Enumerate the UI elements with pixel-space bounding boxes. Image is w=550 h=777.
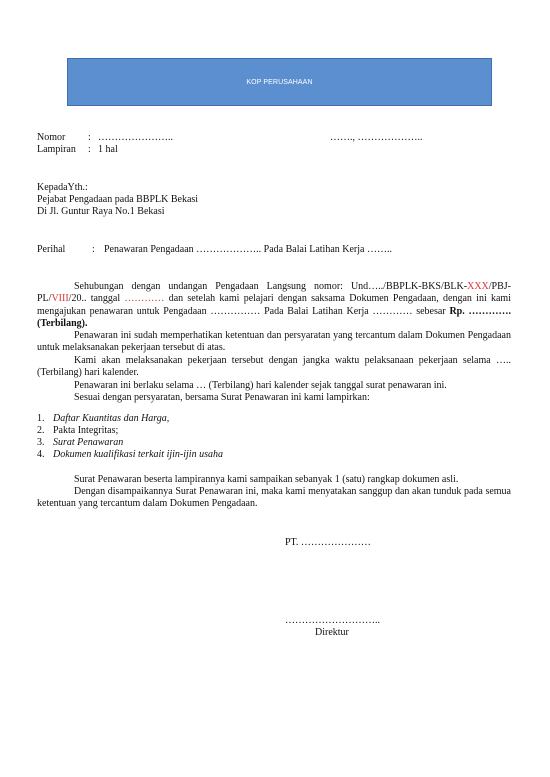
letterhead-label: KOP PERUSAHAAN bbox=[246, 78, 313, 86]
list-item bbox=[37, 437, 223, 449]
attachment-list bbox=[37, 413, 223, 461]
perihal-value: Penawaran Pengadaan ……………….. Pada Balai Latihan Kerja …….. bbox=[104, 244, 392, 255]
list-number: 2. bbox=[37, 425, 45, 436]
list-number: 1. bbox=[37, 413, 45, 424]
opening-text-c: /20.. tanggal bbox=[68, 293, 125, 305]
opening-text-a: Sehubungan dengan undangan Pengadaan Langsung nomor: Und…../BBPLK-BKS/BLK- bbox=[74, 281, 468, 292]
code-xxx: XXX bbox=[467, 281, 489, 292]
list-item bbox=[37, 413, 223, 425]
list-number: 3. bbox=[37, 437, 45, 448]
nomor-value: ………………….. bbox=[98, 132, 173, 143]
place-date: ……., ……………….. bbox=[330, 132, 423, 143]
code-viii: VIII bbox=[51, 293, 69, 305]
nomor-colon: : bbox=[88, 132, 91, 143]
paragraph-opening bbox=[37, 281, 511, 330]
signatory-title: Direktur bbox=[315, 627, 349, 638]
signatory-name-line: ……………………….. bbox=[285, 615, 380, 626]
paragraph-validity: Penawaran ini berlaku selama … (Terbilang) hari kalender sejak tanggal surat penawaran ini. bbox=[74, 380, 447, 391]
recipient-name: Pejabat Pengadaan pada BBPLK Bekasi bbox=[37, 194, 199, 205]
list-text: Daftar Kuantitas dan Harga, bbox=[53, 413, 170, 424]
opening-text-d: dan setelah kami pelajari dengan saksama Dokumen Pengadaan, dengan ini kami mengajukan penawaran untuk Pengadaan …………… Pada Balai Latihan Kerja ………… sebesar bbox=[37, 293, 511, 317]
list-text: Dokumen kualifikasi terkait ijin-ijin usaha bbox=[53, 449, 223, 460]
amount-text: Rp. …………. (Terbilang). bbox=[37, 305, 511, 329]
paragraph-submission: Surat Penawaran beserta lampirannya kami sampaikan sebanyak 1 (satu) rangkap dokumen asli. bbox=[74, 474, 459, 485]
nomor-label: Nomor bbox=[37, 132, 66, 143]
company-name: PT. ………………… bbox=[285, 537, 371, 548]
list-number: 4. bbox=[37, 449, 45, 460]
perihal-label: Perihal bbox=[37, 244, 66, 255]
list-text: Pakta Integritas; bbox=[53, 425, 119, 436]
paragraph-attachments-intro: Sesuai dengan persyaratan, bersama Surat Penawaran ini kami lampirkan: bbox=[74, 392, 370, 403]
lampiran-label: Lampiran bbox=[37, 144, 76, 155]
perihal-colon: : bbox=[92, 244, 95, 255]
list-text: Surat Penawaran bbox=[53, 437, 124, 448]
recipient-greeting: KepadaYth.: bbox=[37, 182, 88, 193]
opening-text-b: /PBJ-PL/ bbox=[37, 281, 511, 305]
paragraph-duration: Kami akan melaksanakan pekerjaan tersebut dengan jangka waktu pelaksanaan pekerjaan selama ….. (Terbilang) hari kalender. bbox=[37, 355, 511, 379]
recipient-address: Di Jl. Guntur Raya No.1 Bekasi bbox=[37, 206, 165, 217]
date-placeholder: ………… bbox=[124, 293, 165, 305]
lampiran-value: 1 hal bbox=[98, 144, 118, 155]
lampiran-colon: : bbox=[88, 144, 91, 155]
list-item bbox=[37, 449, 223, 461]
letterhead-box bbox=[67, 58, 492, 106]
paragraph-commitment: Dengan disampaikannya Surat Penawaran ini, maka kami menyatakan sanggup dan akan tunduk pada semua ketentuan yang tercantum dalam Dokumen Pengadaan. bbox=[37, 486, 511, 510]
list-item bbox=[37, 425, 223, 437]
paragraph-terms: Penawaran ini sudah memperhatikan ketentuan dan persyaratan yang tercantum dalam Dokumen Pengadaan untuk melaksanakan pekerjaan tersebut di atas. bbox=[37, 330, 511, 354]
